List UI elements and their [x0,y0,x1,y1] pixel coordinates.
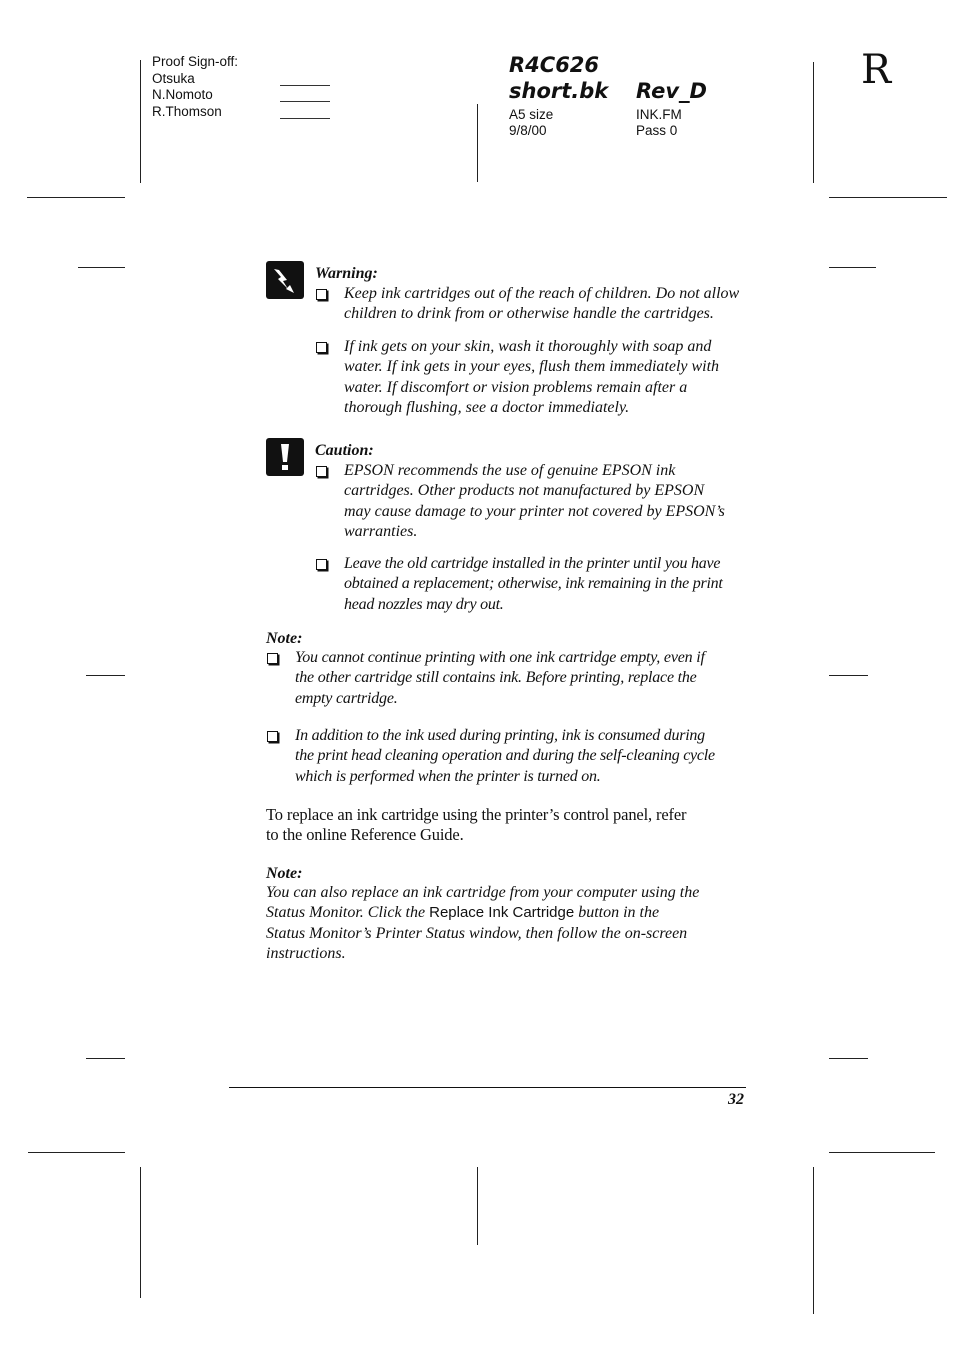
warning-item [344,284,739,325]
crop-mark [829,675,868,676]
note-item [295,648,705,709]
text-line: In addition to the ink used during printing, ink is consumed during [295,727,705,744]
text-line: You cannot continue printing with one ink cartridge empty, even if [295,649,705,666]
text-line: head nozzles may dry out. [344,595,504,613]
proof-name: R.Thomson [152,103,222,119]
text-line: empty cartridge. [295,689,398,707]
caution-item [344,461,725,543]
crop-mark [78,267,125,268]
text-line: which is performed when the printer is turned on. [295,767,601,785]
signature-line [280,101,330,102]
pass-number: Pass 0 [636,123,678,138]
crop-mark [813,1167,814,1314]
signature-line [280,85,330,86]
text-line: cartridges. Other products not manufactured by EPSON [344,482,705,500]
crop-mark [140,60,141,183]
text-line: water. If discomfort or vision problems remain after a [344,378,688,396]
warning-item [344,337,719,419]
text-line: may cause damage to your printer not covered by EPSON’s [344,502,725,520]
text-line: children to drink from or otherwise handle the cartridges. [344,305,714,323]
signature-line [280,118,330,119]
date: 9/8/00 [509,123,547,138]
text-line: warranties. [344,523,418,541]
checkbox-bullet-icon [267,653,278,664]
text-line: Leave the old cartridge installed in the printer until you have [344,555,721,572]
crop-mark [829,197,947,198]
text-line: thorough flushing, see a doctor immediately. [344,399,630,417]
text-line: instructions. [266,945,346,963]
crop-mark [477,104,478,182]
note-title: Note: [266,865,303,882]
checkbox-bullet-icon [316,466,327,477]
crop-mark [829,267,876,268]
text-line: obtained a replacement; otherwise, ink remaining in the print [344,575,723,593]
text-fragment: button in the [574,904,660,922]
text-line: water. If ink gets in your eyes, flush them immediately with [344,358,720,376]
text-line: If ink gets on your skin, wash it thoroughly with soap and [344,338,712,355]
caution-item [344,554,723,615]
note-item [295,726,715,787]
crop-mark [28,1152,125,1153]
checkbox-bullet-icon [316,342,327,353]
book-file: short.bk [509,79,609,103]
text-line: the print head cleaning operation and during the self-cleaning cycle [295,747,715,765]
warning-title: Warning: [315,265,378,282]
proof-signoff-block [152,54,238,120]
crop-mark [27,197,125,198]
crop-mark [86,1058,125,1059]
revision: Rev_D [636,79,707,103]
text-line: EPSON recommends the use of genuine EPSON ink [344,462,676,479]
crop-mark [86,675,125,676]
body-paragraph [266,805,686,846]
footer-rule [229,1087,746,1088]
crop-mark [813,62,814,183]
paper-size: A5 size [509,107,554,122]
crop-mark [477,1167,478,1245]
crop-mark [829,1058,868,1059]
text-line: You can also replace an ink cartridge from your computer using the [266,884,700,901]
section-letter: R [861,47,892,93]
checkbox-bullet-icon [267,731,278,742]
text-line [266,903,699,923]
checkbox-bullet-icon [316,559,327,570]
proof-name: Otsuka [152,70,195,86]
page-number: 32 [728,1091,744,1108]
caution-title: Caution: [315,442,374,459]
warning-icon [266,261,304,299]
proof-title: Proof Sign-off: [152,54,239,69]
crop-mark [829,1152,935,1153]
book-code: R4C626 [509,53,600,77]
note-paragraph [266,883,699,965]
fm-file: INK.FM [636,107,682,122]
text-line: to the online Reference Guide. [266,825,464,845]
text-line: the other cartridge still contains ink. Before printing, replace the [295,669,697,687]
text-line: To replace an ink cartridge using the printer’s control panel, refer [266,805,687,824]
proof-name: N.Nomoto [152,87,213,102]
text-line: Keep ink cartridges out of the reach of children. Do not allow [344,285,740,302]
checkbox-bullet-icon [316,289,327,300]
crop-mark [140,1167,141,1298]
ui-button-name: Replace Ink Cartridge [429,904,575,922]
caution-icon [266,438,304,476]
text-fragment: Status Monitor. Click the [266,904,430,922]
note-title: Note: [266,630,303,647]
text-line: Status Monitor’s Printer Status window, then follow the on-screen [266,924,688,942]
